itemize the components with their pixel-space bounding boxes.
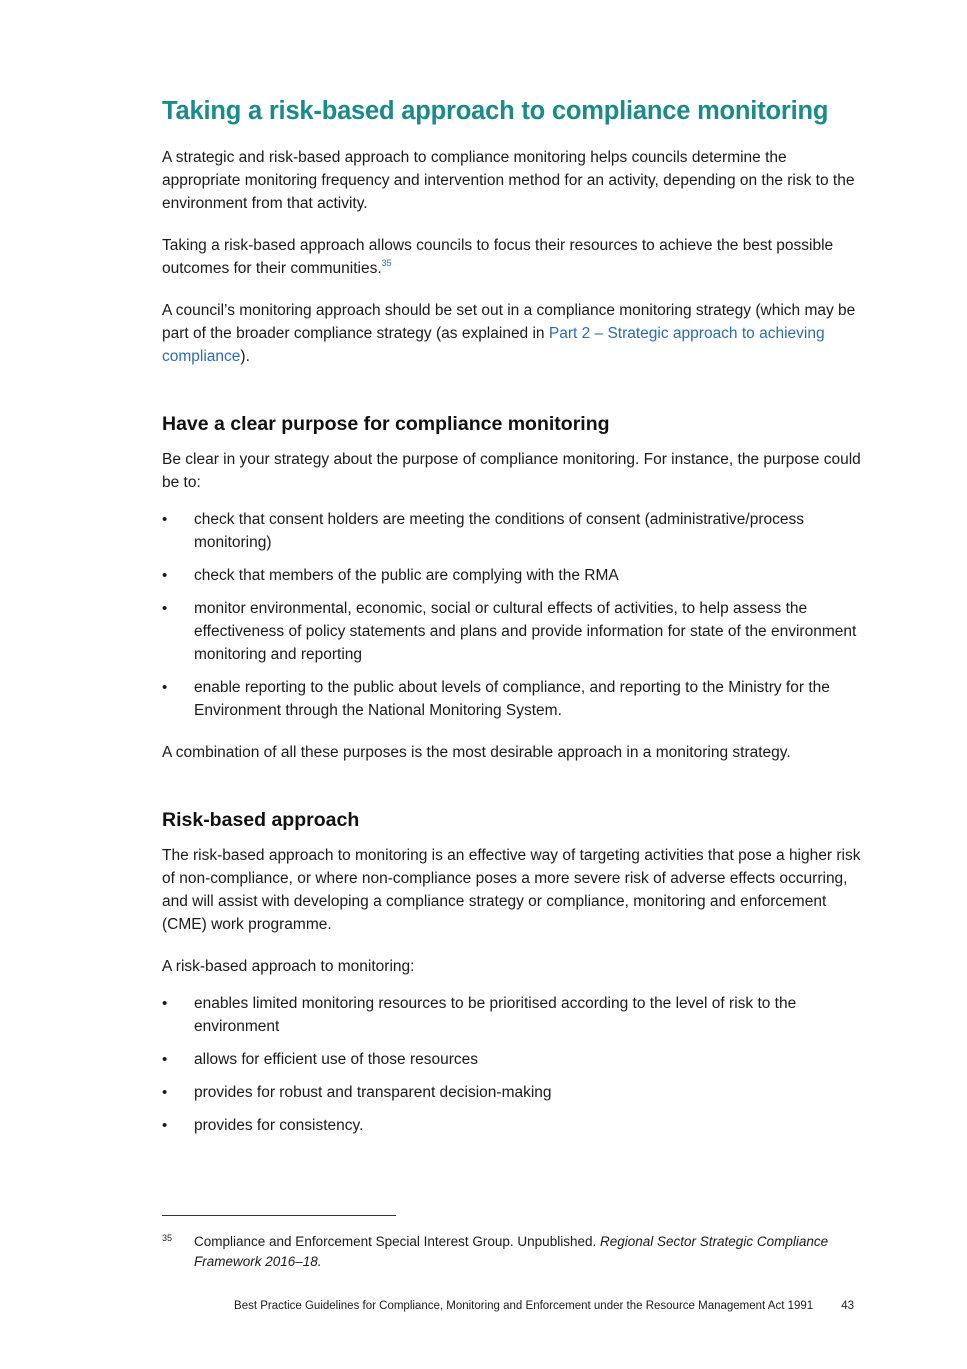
intro-paragraph-3	[162, 299, 862, 368]
list-item: • provides for consistency.	[162, 1114, 862, 1137]
intro-paragraph-3-text: A council’s monitoring approach should be set out in a compliance monitoring strategy (which may be part of the broader compliance strategy (as explained in	[162, 302, 856, 342]
list-item: • check that members of the public are complying with the RMA	[162, 564, 862, 587]
page-content	[162, 92, 862, 1156]
footnote-text	[194, 1232, 862, 1272]
footnote-divider	[162, 1215, 396, 1216]
intro-paragraph-2	[162, 234, 862, 280]
intro-paragraph-2-text: Taking a risk-based approach allows councils to focus their resources to achieve the best possible outcomes for their communities.	[162, 237, 834, 277]
part-2-link[interactable]: Part 2 – Strategic approach to achieving compliance	[162, 325, 825, 365]
section-risk-intro: The risk-based approach to monitoring is an effective way of targeting activities that pose a higher risk of non-compliance, or where non-compliance poses a more severe risk of adverse effects occurring, and will assist with developing a compliance strategy or compliance, monitoring and enforcement (CME) work programme.	[162, 847, 861, 933]
section-risk-lead: A risk-based approach to monitoring:	[162, 958, 415, 975]
section-heading-purpose: Have a clear purpose for compliance monitoring	[162, 413, 610, 435]
footnote-text-italic: Regional Sector Strategic Compliance Framework 2016–18.	[194, 1234, 829, 1269]
section-heading-risk-based: Risk-based approach	[162, 809, 360, 831]
risk-bullet-list	[162, 992, 862, 1137]
footer-title: Best Practice Guidelines for Compliance, Monitoring and Enforcement under the Resource Management Act 1991	[234, 1300, 814, 1312]
section-purpose-intro: Be clear in your strategy about the purpose of compliance monitoring. For instance, the purpose could be to:	[162, 451, 861, 491]
list-item: • enables limited monitoring resources to be prioritised according to the level of risk to the environment	[162, 992, 862, 1038]
list-item: • check that consent holders are meeting the conditions of consent (administrative/process monitoring)	[162, 508, 862, 554]
purpose-bullet-list	[162, 508, 862, 722]
list-item: • provides for robust and transparent decision-making	[162, 1081, 862, 1104]
page-title: Taking a risk-based approach to compliance monitoring	[162, 97, 829, 125]
footnote	[162, 1232, 862, 1272]
page-number: 43	[841, 1300, 854, 1312]
list-item: • enable reporting to the public about levels of compliance, and reporting to the Ministry for the Environment through the National Monitoring System.	[162, 676, 862, 722]
list-item: • allows for efficient use of those resources	[162, 1048, 862, 1071]
section-purpose-closing: A combination of all these purposes is the most desirable approach in a monitoring strategy.	[162, 744, 791, 761]
list-item: • monitor environmental, economic, social or cultural effects of activities, to help assess the effectiveness of policy statements and plans and provide information for state of the environment monitoring and reporting	[162, 597, 862, 666]
footnote-number: 35	[162, 1233, 173, 1243]
intro-paragraph-3-end: ).	[240, 348, 250, 365]
footnote-text-plain: Compliance and Enforcement Special Interest Group. Unpublished.	[194, 1234, 600, 1249]
footnote-reference[interactable]: 35	[381, 258, 392, 268]
intro-paragraph-1: A strategic and risk-based approach to compliance monitoring helps councils determine the appropriate monitoring frequency and intervention method for an activity, depending on the risk to the environment from that activity.	[162, 149, 855, 212]
page-footer	[162, 1297, 854, 1315]
